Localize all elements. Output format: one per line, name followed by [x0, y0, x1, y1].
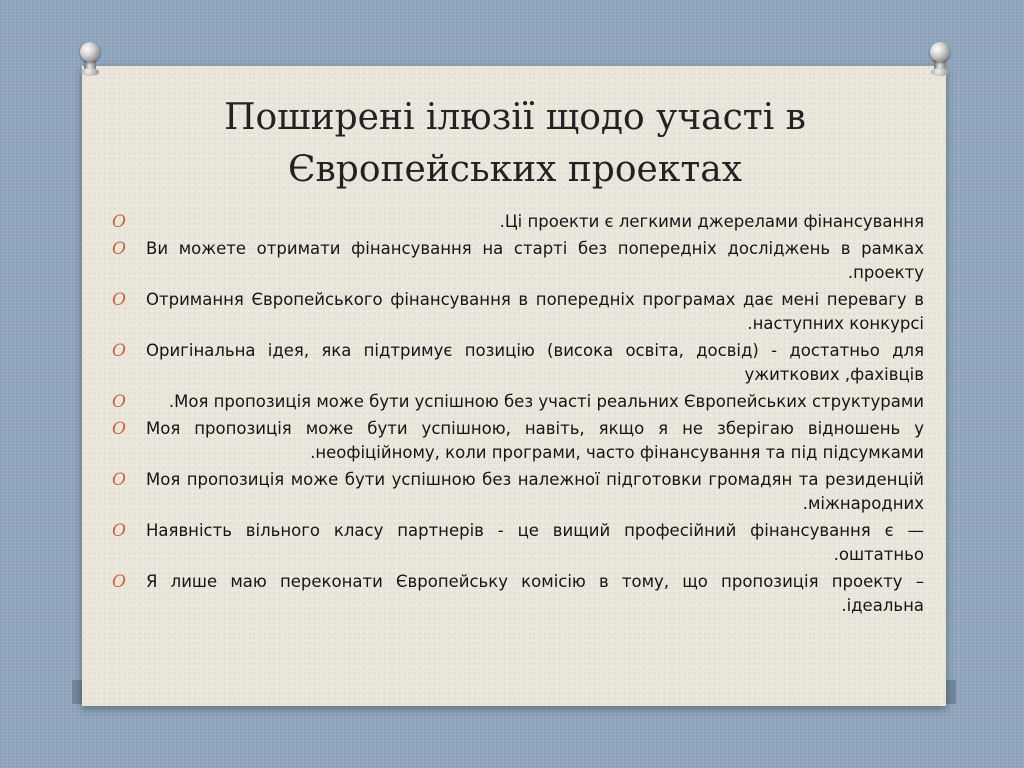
- pushpin-right-icon: [928, 42, 952, 76]
- bullet-marker-icon: O: [112, 290, 126, 310]
- bullet-item: [112, 339, 924, 387]
- bullet-marker-icon: O: [112, 521, 126, 541]
- bullet-text: Ці проекти є легкими джерелами фінансування.: [499, 212, 924, 231]
- bullet-list: [112, 210, 924, 621]
- bullet-item: [112, 468, 924, 516]
- bullet-text: Отримання Європейського фінансування в попередніх програмах дає мені перевагу в наступних конкурсі.: [146, 290, 924, 333]
- bullet-marker-icon: O: [112, 212, 126, 232]
- bullet-item: [112, 237, 924, 285]
- pushpin-left-icon: [78, 42, 102, 76]
- bullet-item: [112, 210, 924, 234]
- bullet-text: Моя пропозиція може бути успішною без належної підготовки громадян та резиденцій міжнародних.: [146, 470, 924, 513]
- bullet-text: Моя пропозиція може бути успішною, навіть, якщо я не зберігаю відношень у неофіційному, коли програми, часто фінансування та під підсумками.: [146, 419, 924, 462]
- bullet-marker-icon: O: [112, 239, 126, 259]
- bullet-item: [112, 519, 924, 567]
- bullet-text: Я лише маю переконати Європейську комісію в тому, що пропозиція проекту – ідеальна.: [146, 572, 924, 615]
- bullet-text: Оригінальна ідея, яка підтримує позицію (висока освіта, досвід) - достатньо для ужиткових ,фахівців: [146, 341, 924, 384]
- bullet-marker-icon: O: [112, 572, 126, 592]
- slide-title: [100, 92, 930, 196]
- title-line-2: Європейських проектах: [287, 149, 743, 190]
- bullet-item: [112, 417, 924, 465]
- bullet-marker-icon: O: [112, 341, 126, 361]
- bullet-item: [112, 288, 924, 336]
- bullet-item: [112, 570, 924, 618]
- title-line-1: Поширені ілюзії щодо участі в: [224, 97, 806, 138]
- bullet-text: Ви можете отримати фінансування на старті без попередніх досліджень в рамках проекту.: [146, 239, 924, 282]
- bullet-marker-icon: O: [112, 392, 126, 412]
- bullet-text: Моя пропозиція може бути успішною без участі реальних Європейських структурами.: [168, 392, 924, 411]
- bullet-marker-icon: O: [112, 419, 126, 439]
- bullet-marker-icon: O: [112, 470, 126, 490]
- bullet-text: Наявність вільного класу партнерів - це вищий професійний фінансування є — оштатньо.: [146, 521, 924, 564]
- bullet-item: [112, 390, 924, 414]
